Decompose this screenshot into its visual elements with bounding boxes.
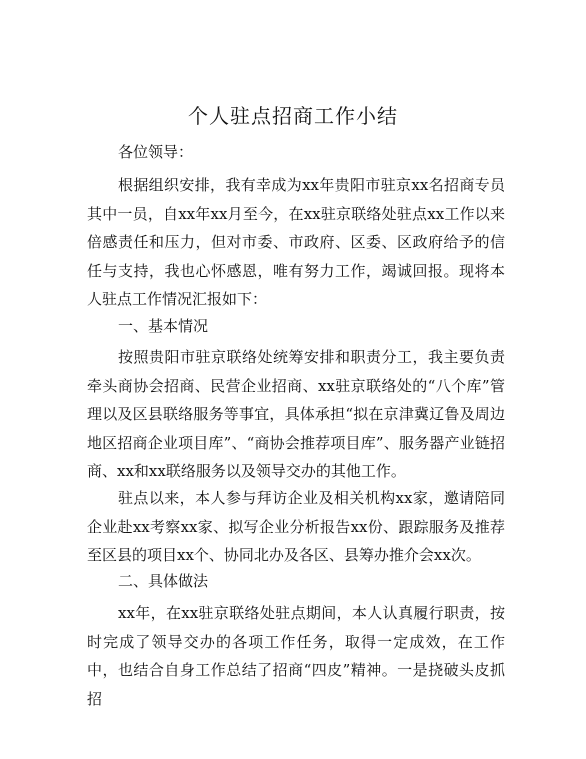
- paragraph-methods: xx年，在xx驻京联络处驻点期间，本人认真履行职责，按时完成了领导交办的各项工作任务，取得一定成效，在工作中，也结合自身工作总结了招商“四皮”精神。一是挠破头皮抓招: [87, 604, 505, 708]
- paragraph-intro: 根据组织安排，我有幸成为xx年贵阳市驻京xx名招商专员其中一员，自xx年xx月至今，在xx驻京联络处驻点xx工作以来倍感责任和压力，但对市委、市政府、区委、区政府给予的信任与支持，我也心怀感恩，唯有努力工作，竭诚回报。现将本人驻点工作情况汇报如下：: [87, 176, 505, 309]
- section-heading-specific-methods: 二、具体做法: [118, 572, 209, 590]
- document-title: 个人驻点招商工作小结: [188, 104, 398, 128]
- salutation: 各位领导：: [118, 143, 194, 161]
- section-heading-basic-situation: 一、基本情况: [118, 317, 209, 335]
- paragraph-responsibilities: 按照贵阳市驻京联络处统筹安排和职责分工，我主要负责牵头商协会招商、民营企业招商、xx驻京联络处的“八个库”管理以及区县联络服务等事宜，具体承担“拟在京津冀辽鲁及周边地区招商企业项目库”、“商协会推荐项目库”、服务器产业链招商、xx和xx联络服务以及领导交办的其他工作。: [87, 348, 505, 481]
- paragraph-results: 驻点以来，本人参与拜访企业及相关机构xx家，邀请陪同企业赴xx考察xx家、拟写企业分析报告xx份、跟踪服务及推荐至区县的项目xx个、协同北办及各区、县筹办推介会xx次。: [87, 489, 505, 565]
